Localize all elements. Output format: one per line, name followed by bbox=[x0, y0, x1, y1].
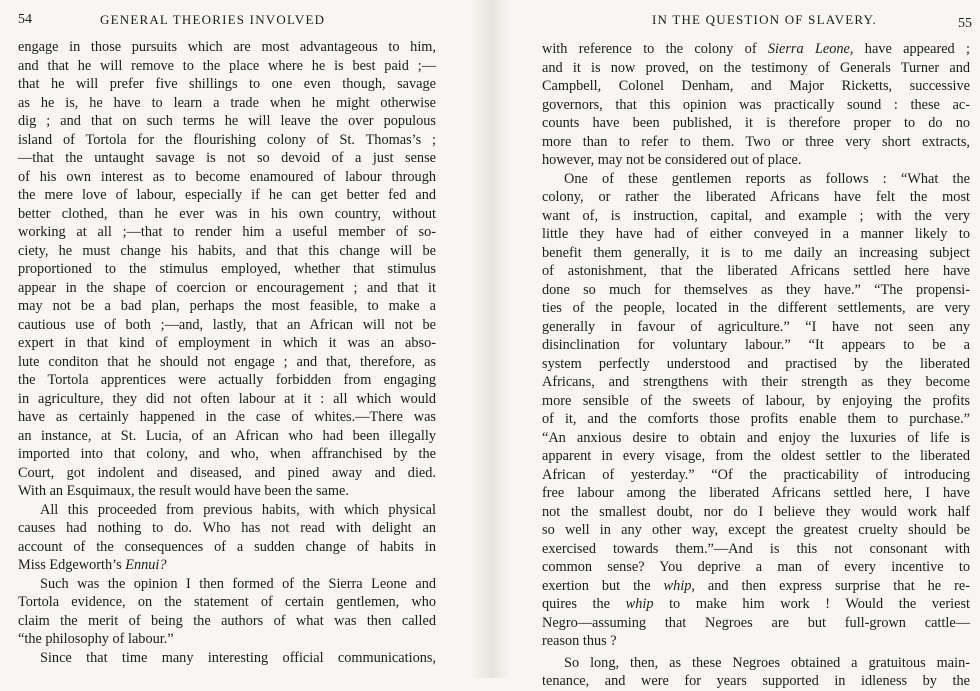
text-line: African of yesterday.” “Of the practicability of introducing bbox=[542, 466, 970, 483]
text-line: expert in that kind of employment in which it was an abso- bbox=[18, 335, 436, 351]
text-line: “An anxious desire to obtain and enjoy the luxuries of life is bbox=[542, 429, 970, 446]
text-line: and it is now proved, on the testimony of Generals Turner and bbox=[542, 59, 970, 76]
text-line: Campbell, Colonel Denham, and Major Ricketts, successive bbox=[542, 78, 970, 94]
text-line: lute conditon that he should not engage ; and that, therefore, as bbox=[18, 353, 436, 370]
text-line: Miss Edgeworth’s Ennui? bbox=[18, 557, 167, 573]
text-line: Tortola evidence, on the statement of certain gentlemen, who bbox=[18, 594, 436, 610]
text-line: imported into that colony, and who, when affranchised by the bbox=[18, 446, 436, 462]
text-line: apparent in every visage, from the oldest settler to the liberated bbox=[542, 448, 970, 464]
text-line: ties of the people, located in the different settlements, are very bbox=[542, 300, 970, 316]
right-page-body bbox=[542, 40, 970, 691]
text-line: of it, and the comforts those profits enable them to purchase.” bbox=[542, 411, 970, 427]
text-line: and that he will remove to the place where he is best paid ;— bbox=[18, 57, 436, 74]
left-page bbox=[0, 0, 470, 678]
text-line: governors, that this opinion was practically sound : these ac- bbox=[542, 96, 970, 113]
text-line: All this proceeded from previous habits, with which physical bbox=[40, 501, 436, 518]
right-page-header bbox=[522, 12, 972, 32]
text-line: system perfectly understood and practised by the liberated bbox=[542, 355, 970, 372]
text-line: generally in favour of agriculture.” “I have not seen any bbox=[542, 318, 970, 335]
text-line: Since that time many interesting official communications, bbox=[40, 649, 436, 666]
text-line: ciety, he must change his habits, and that this change will be bbox=[18, 242, 436, 259]
text-line: cautious use of both ;—and, lastly, that an African will not be bbox=[18, 316, 436, 333]
text-line: so well in any other way, except the greatest cruelty should be bbox=[542, 522, 970, 538]
text-line: common sense? You deprive a man of every incentive to bbox=[542, 559, 970, 575]
text-line: may not be a bad plan, perhaps the most feasible, to make a bbox=[18, 298, 436, 314]
text-line: done so much for themselves as they have.” “The propensi- bbox=[542, 281, 970, 298]
text-line: more than to refer to them. Two or three very short extracts, bbox=[542, 133, 970, 150]
text-line: little they have had of either conveyed in a manner likely to bbox=[542, 226, 970, 242]
text-line: Negro—assuming that Negroes are but full-grown cattle— bbox=[542, 614, 970, 631]
text-line: as he is, he have to learn a trade when he might otherwise bbox=[18, 94, 436, 111]
text-line: the mere love of labour, especially if he can get better fed and bbox=[18, 187, 436, 203]
text-line: have as certainly happened in the case of whites.—There was bbox=[18, 409, 436, 425]
text-line: exertion but the whip, and then express surprise that he re- bbox=[542, 577, 970, 594]
text-line: dig ; and that on such terms he will leave the over populous bbox=[18, 113, 436, 129]
text-line: reason thus ? bbox=[542, 633, 617, 649]
text-line: With an Esquimaux, the result would have been the same. bbox=[18, 483, 349, 499]
text-line: more sensible of the sweets of labour, by enjoying the profits bbox=[542, 392, 970, 409]
text-line: —that the untaught savage is not so devoid of a just sense bbox=[18, 150, 436, 166]
text-line: the Tortola apprentices were actually forbidden from engaging bbox=[18, 372, 436, 388]
running-head: IN THE QUESTION OF SLAVERY. bbox=[652, 12, 877, 27]
text-line: of astonishment, that the liberated Africans settled here have bbox=[542, 263, 970, 279]
text-line: Africans, and strengthens with their strength as they become bbox=[542, 374, 970, 390]
page-number: 54 bbox=[18, 12, 32, 27]
text-line: free labour among the liberated Africans settled here, I have bbox=[542, 485, 970, 501]
text-line: benefit them generally, it is to me daily an increasing subject bbox=[542, 244, 970, 261]
running-head: GENERAL THEORIES INVOLVED bbox=[100, 12, 326, 27]
text-line: exercised towards them.”—And is this not consonant with bbox=[542, 540, 970, 557]
text-line: disinclination for voluntary labour.” “It appears to be a bbox=[542, 337, 970, 353]
text-line: that he will prefer five shillings to one even though, savage bbox=[18, 76, 436, 92]
left-page-header bbox=[18, 12, 438, 32]
text-line: quires the whip to make him work ! Would the veriest bbox=[542, 596, 970, 612]
text-line: appear in the shape of coercion or encouragement ; and that it bbox=[18, 279, 436, 296]
text-line: So long, then, as these Negroes obtained a gratuitous main- bbox=[564, 654, 970, 671]
text-line: “the philosophy of labour.” bbox=[18, 631, 174, 647]
text-line: engage in those pursuits which are most advantageous to him, bbox=[18, 39, 436, 55]
text-line: better clothed, than he ever was in his own country, without bbox=[18, 205, 436, 222]
text-line: of his own interest as to become enamoured of labour through bbox=[18, 168, 436, 185]
text-line: tenance, and were for years supported in idleness by the bbox=[542, 673, 970, 689]
text-line: One of these gentlemen reports as follows : “What the bbox=[564, 170, 970, 187]
right-page bbox=[510, 0, 980, 689]
text-line: not the smallest doubt, nor do I believe they would work half bbox=[542, 503, 970, 520]
text-line: causes had nothing to do. Who has not read with delight an bbox=[18, 520, 436, 536]
text-line: want of, is instruction, capital, and example ; with the very bbox=[542, 207, 970, 224]
text-line: island of Tortola for the flourishing colony of St. Thomas’s ; bbox=[18, 131, 436, 148]
text-line: in agriculture, they did not often labour at it : all which would bbox=[18, 390, 436, 407]
text-line: working at all ;—that to render him a useful member of so- bbox=[18, 224, 436, 240]
text-line: proportioned to the stimulus employed, whether that stimulus bbox=[18, 261, 436, 277]
text-line: claim the merit of being the authors of what was then called bbox=[18, 612, 436, 629]
text-line: with reference to the colony of Sierra Leone, have appeared ; bbox=[542, 41, 970, 57]
text-line: counts have been published, it is therefore proper to do no bbox=[542, 115, 970, 131]
text-line: colony, or rather the liberated Africans have felt the most bbox=[542, 189, 970, 205]
text-line: however, may not be considered out of place. bbox=[542, 152, 802, 168]
page-number: 55 bbox=[958, 16, 972, 31]
text-line: an instance, at St. Lucia, of an African who had been illegally bbox=[18, 427, 436, 444]
left-page-body bbox=[18, 38, 436, 667]
text-line: Such was the opinion I then formed of the Sierra Leone and bbox=[40, 575, 436, 592]
book-gutter bbox=[470, 0, 510, 678]
text-line: Court, got indolent and diseased, and pined away and died. bbox=[18, 464, 436, 481]
text-line: account of the consequences of a sudden change of habits in bbox=[18, 538, 436, 555]
